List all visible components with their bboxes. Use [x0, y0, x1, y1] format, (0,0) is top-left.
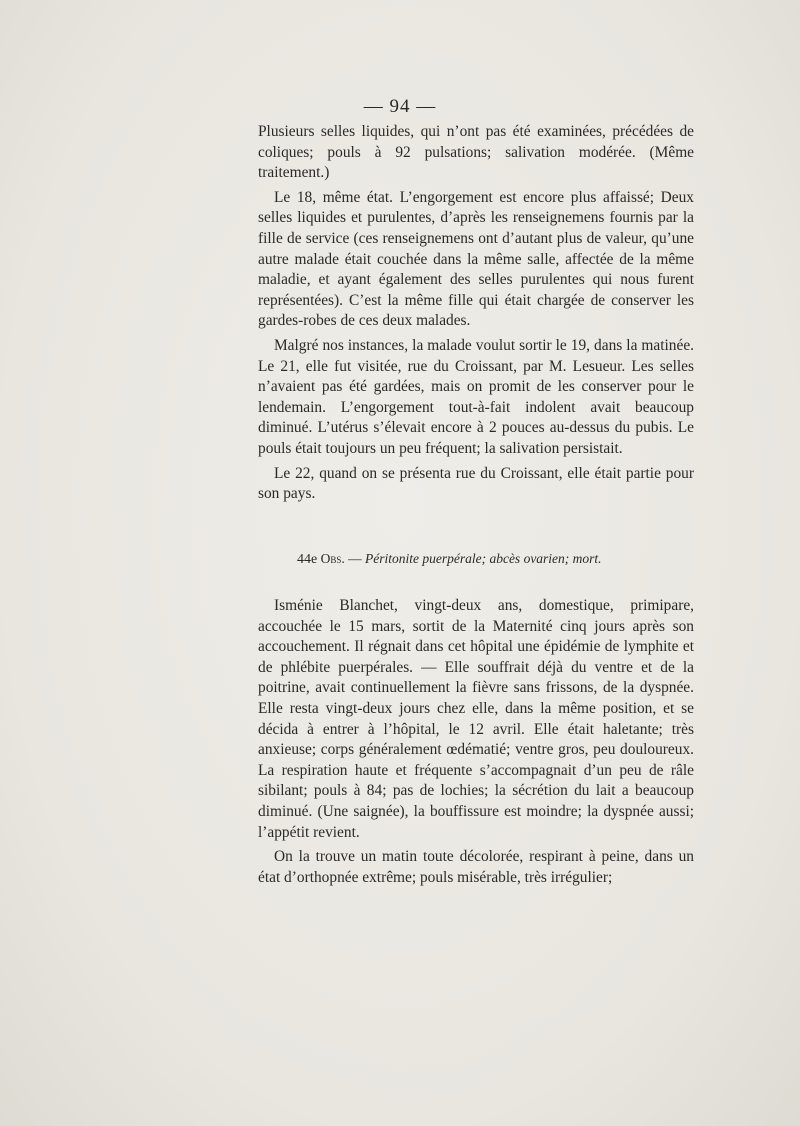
heading-dash: — [348, 551, 365, 566]
text-block-top [258, 122, 694, 509]
observation-title: Péritonite puerpérale; abcès ovarien; mort. [364, 551, 602, 566]
observation-number: 44e [297, 552, 318, 567]
observation-heading [297, 551, 717, 568]
observation-label: Obs. [320, 551, 345, 566]
paragraph: Malgré nos instances, la malade voulut sortir le 19, dans la matinée. Le 21, elle fut visitée, rue du Croissant, par M. Lesueur. Les selles n’avaient pas été gardées, mais on promit de les conserver pour le lendemain. L’engorgement tout-à-fait indolent avait beaucoup diminué. L’utérus s’élevait encore à 2 pouces au-dessus du pubis. Le pouls était toujours un peu fréquent; la salivation persistait. [258, 336, 694, 457]
paragraph: On la trouve un matin toute décolorée, respirant à peine, dans un état d’orthopnée extrême; pouls misérable, très irrégulier; [258, 848, 694, 886]
text-block-bottom [258, 596, 694, 892]
paragraph: Le 18, même état. L’engorgement est encore plus affaissé; Deux selles liquides et purulentes, d’après les renseignemens fournis par la fille de service (ces renseignemens ont d’autant plus de valeur, qu’une autre malade était couchée dans la même salle, affectée de la même maladie, et ayant également des selles purulentes qui nous furent représentées). C’est la même fille qui était chargée de conserver les gardes-robes de ces deux malades. [258, 188, 694, 330]
paragraph: Plusieurs selles liquides, qui n’ont pas été examinées, précédées de coliques; pouls à 92 pulsations; salivation modérée. (Même traitement.) [258, 123, 694, 182]
paragraph: Le 22, quand on se présenta rue du Croissant, elle était partie pour son pays. [258, 464, 694, 503]
page-number: — 94 — [363, 96, 437, 117]
paragraph: Isménie Blanchet, vingt-deux ans, domestique, primipare, accouchée le 15 mars, sortit de la Maternité cinq jours après son accouchement. Il régnait dans cet hôpital une épidémie de lymphite et de phlébite puerpérales. — Elle souffrait déjà du ventre et de la poitrine, avait continuellement la fièvre sans frissons, de la dyspnée. Elle resta vingt-deux jours chez elle, dans la même position, et se décida à entrer à l’hôpital, le 12 avril. Elle était haletante; très anxieuse; corps généralement œdématié; ventre gros, peu douloureux. La respiration haute et fréquente s’accompagnait d’un peu de râle sibilant; pouls à 84; pas de lochies; la sécrétion du lait a beaucoup diminué. (Une saignée), la bouffissure est moindre; la dyspnée aussi; l’appétit revient. [258, 597, 694, 841]
